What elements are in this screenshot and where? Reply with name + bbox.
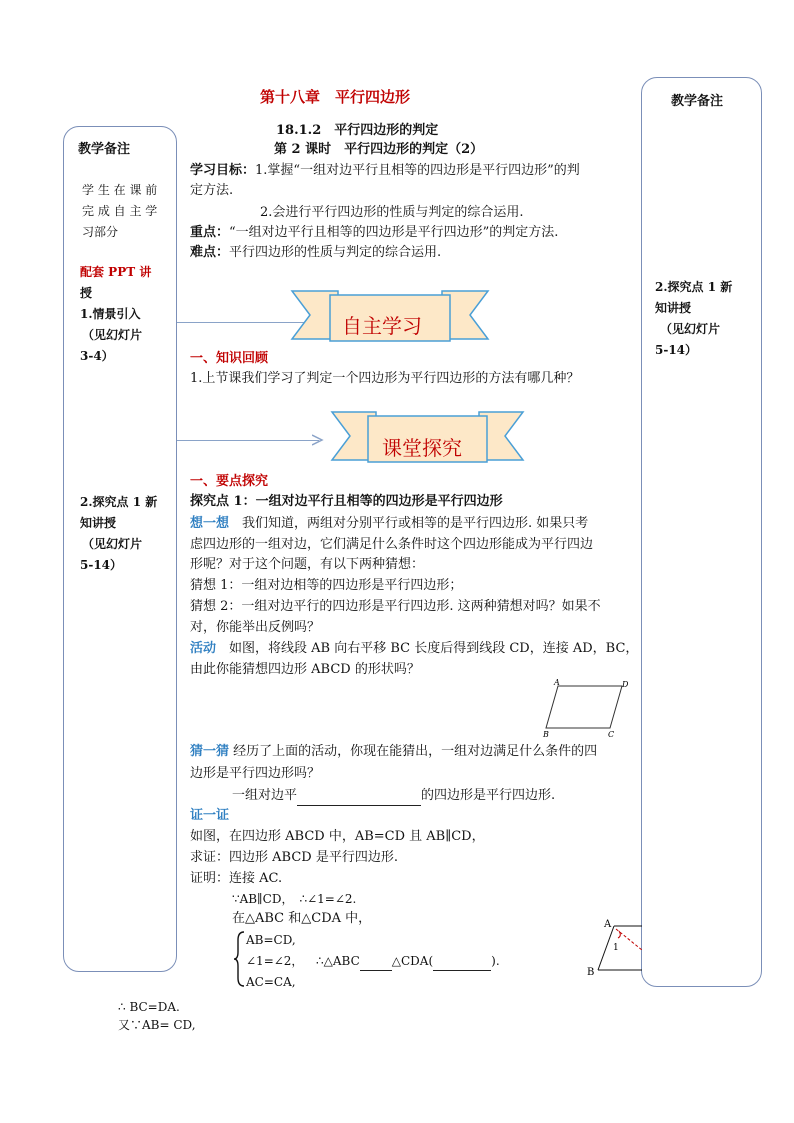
proof-line-2: 求证：四边形 ABCD 是平行四边形. (190, 850, 398, 865)
system-concl-a: ∴△ABC (316, 954, 360, 968)
fig2-label-a: A (604, 919, 612, 930)
left-step2-b: 知讲授 (80, 516, 117, 530)
left-ppt-label: 配套 PPT 讲 (80, 265, 152, 279)
fig1-label-a: A (554, 678, 560, 687)
guess-2b: 对，你能举出反例吗？ (190, 620, 321, 635)
system-eq-2: ∠1=∠2， (246, 954, 304, 968)
key-point-line (190, 224, 558, 242)
think-line-3: 形呢？对于这个问题，有以下两种猜想： (190, 557, 425, 572)
left-step2-ref2: 5-14） (80, 558, 123, 572)
guess-text-1: 经历了上面的活动，你现在能猜出，一组对边满足什么条件的四 (229, 744, 598, 759)
guess-label: 猜一猜 (190, 744, 230, 759)
right-step2-b: 知讲授 (655, 301, 692, 315)
activity-line-2: 由此你能猜想四边形 ABCD 的形状吗？ (190, 662, 420, 677)
proof-line-4: ∵AB∥CD， ∴∠1=∠2. (232, 892, 357, 906)
system-conclusion (316, 952, 500, 971)
fig1-label-c: C (608, 730, 615, 738)
system-eq-3: AC=CA, (246, 975, 296, 989)
left-step2-ref: （见幻灯片 (82, 537, 143, 551)
objective-1a: 1.掌握“一组对边平行且相等的四边形是平行四边形”的判 (255, 163, 580, 178)
equation-brace (233, 930, 247, 988)
objectives-line-1 (190, 162, 580, 180)
proof-line-5: 在△ABC 和△CDA 中， (232, 911, 372, 926)
guess-2a: 猜想 2：一组对边平行的四边形是平行四边形. 这两种猜想对吗？如果不 (190, 599, 601, 614)
difficulty-text: 平行四边形的性质与判定的综合运用. (229, 245, 442, 260)
reason-blank[interactable] (433, 952, 491, 971)
proof-line-3: 证明：连接 AC. (190, 871, 283, 886)
left-note-line-1: 学 生 在 课 前 (82, 183, 158, 197)
left-step2: 2.探究点 1 新 (80, 495, 158, 509)
objective-2: 2.会进行平行四边形的性质与判定的综合运用. (260, 205, 524, 220)
lesson-title: 第 2 课时 平行四边形的判定（2） (274, 142, 484, 157)
review-question-1: 1.上节课我们学习了判定一个四边形为平行四边形的方法有哪几种？ (190, 371, 580, 386)
system-concl-b: △CDA( (391, 954, 434, 968)
section-title: 18.1.2 平行四边形的判定 (276, 123, 439, 138)
proof-label: 证一证 (190, 808, 230, 823)
difficulty-label: 难点： (190, 245, 230, 260)
system-eq-1: AB=CD, (246, 933, 296, 947)
left-step1: 1.情景引入 (80, 307, 141, 321)
right-step2-ref2: 5-14） (655, 343, 698, 357)
tail-line-2: 又∵AB= CD, (118, 1018, 196, 1032)
fill-suffix: 的四边形是平行四边形. (421, 788, 556, 803)
chapter-title: 第十八章 平行四边形 (260, 88, 411, 106)
parallelogram-figure (540, 678, 630, 738)
think-line-1 (190, 515, 588, 533)
left-step1-ref: （见幻灯片 (82, 328, 143, 342)
fill-in-line (232, 787, 555, 806)
left-notes-title: 教学备注 (78, 142, 131, 157)
congruence-blank[interactable] (360, 952, 392, 971)
proof-figure (586, 912, 642, 978)
explore-point-1: 探究点 1：一组对边平行且相等的四边形是平行四边形 (190, 494, 503, 509)
fig1-label-b: B (543, 730, 549, 738)
banner-class-explore: 课堂探究 (382, 436, 462, 460)
objectives-label: 学习目标： (190, 163, 256, 178)
guess-guess-line-2: 边形是平行四边形吗？ (190, 766, 321, 781)
system-concl-c: ). (491, 954, 500, 968)
banner2-arrow-icon (312, 434, 324, 446)
fill-blank[interactable] (297, 787, 421, 806)
guess-1: 猜想 1：一组对边相等的四边形是平行四边形； (190, 578, 463, 593)
key-label: 重点： (190, 225, 230, 240)
difficulty-line (190, 244, 441, 262)
left-note-line-2: 完 成 自 主 学 (82, 204, 158, 218)
right-notes-title: 教学备注 (671, 94, 724, 109)
left-step1-ref2: 3-4） (80, 349, 114, 363)
right-step2-ref: （见幻灯片 (660, 322, 721, 336)
banner-self-study: 自主学习 (342, 314, 422, 338)
proof-line-1: 如图，在四边形 ABCD 中，AB=CD 且 AB∥CD， (190, 829, 485, 844)
right-notes-box (641, 77, 762, 987)
fig2-label-b: B (587, 967, 595, 978)
right-step2: 2.探究点 1 新 (655, 280, 733, 294)
think-text-1: 我们知道，两组对分别平行或相等的是平行四边形. 如果只考 (229, 516, 589, 531)
fig1-label-d: D (622, 680, 629, 689)
banner2-connector-line (177, 440, 319, 441)
review-heading: 一、知识回顾 (190, 351, 269, 366)
fig2-angle-1: 1 (613, 943, 619, 953)
activity-text-1: 如图，将线段 AB 向右平移 BC 长度后得到线段 CD，连接 AD，BC， (216, 641, 639, 656)
think-line-2: 虑四边形的一组对边，它们满足什么条件时这个四边形能成为平行四边 (190, 537, 594, 552)
key-text: “一组对边平行且相等的四边形是平行四边形”的判定方法. (229, 225, 559, 240)
activity-line-1 (190, 640, 638, 658)
left-note-line-3: 习部分 (82, 225, 119, 239)
activity-label: 活动 (190, 641, 217, 656)
objective-1b: 定方法. (190, 183, 234, 198)
fill-prefix: 一组对边平 (232, 788, 298, 803)
tail-line-1: ∴ BC=DA. (118, 1000, 180, 1014)
explore-heading: 一、要点探究 (190, 474, 269, 489)
think-label: 想一想 (190, 516, 230, 531)
left-ppt-label-2: 授 (80, 286, 93, 300)
guess-guess-line-1 (190, 743, 597, 761)
